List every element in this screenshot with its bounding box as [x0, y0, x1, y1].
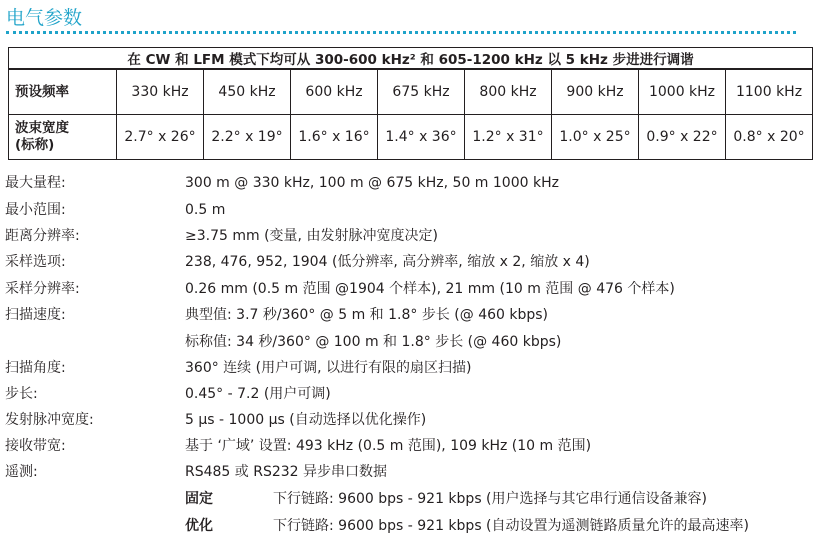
table-cell: 800 kHz	[465, 69, 552, 115]
spec-value: 300 m @ 330 kHz, 100 m @ 675 kHz, 50 m 1000 kHz	[185, 175, 559, 191]
spec-value: 238, 476, 952, 1904 (低分辨率, 高分辨率, 缩放 x 2, 缩放 x 4)	[185, 254, 590, 270]
spec-value: 5 µs - 1000 µs (自动选择以优化操作)	[185, 412, 427, 428]
spec-value: 0.26 mm (0.5 m 范围 @1904 个样本), 21 mm (10 m 范围 @ 476 个样本)	[185, 281, 675, 297]
table-cell: 2.2° x 19°	[204, 115, 291, 160]
spec-value: 0.45° - 7.2 (用户可调)	[185, 386, 331, 402]
table-cell: 0.9° x 22°	[639, 115, 726, 160]
row-label-beamwidth	[9, 115, 117, 160]
spec-label: 最小范围:	[5, 202, 66, 218]
table-cell: 1.0° x 25°	[552, 115, 639, 160]
frequency-table	[8, 47, 813, 160]
spec-value: 基于 ‘广域’ 设置: 493 kHz (0.5 m 范围), 109 kHz (10 m 范围)	[185, 438, 592, 454]
table-cell: 1.6° x 16°	[291, 115, 378, 160]
table-row	[9, 115, 813, 160]
table-cell: 330 kHz	[117, 69, 204, 115]
spec-label: 步长:	[5, 386, 38, 402]
section-title: 电气参数	[6, 7, 83, 29]
spec-value: 0.5 m	[185, 202, 226, 218]
spec-label: 接收带宽:	[5, 438, 66, 454]
row-label-frequency: 预设频率	[9, 69, 117, 115]
table-cell: 600 kHz	[291, 69, 378, 115]
table-header-row	[9, 48, 813, 70]
table-cell: 1.4° x 36°	[378, 115, 465, 160]
spec-value: ≥3.75 mm (变量, 由发射脉冲宽度决定)	[185, 228, 438, 244]
table-cell: 900 kHz	[552, 69, 639, 115]
telemetry-mode-label: 固定	[185, 491, 213, 507]
spec-value: 标称值: 34 秒/360° @ 100 m 和 1.8° 步长 (@ 460 kbps)	[185, 334, 562, 350]
table-cell: 0.8° x 20°	[726, 115, 813, 160]
table-cell: 450 kHz	[204, 69, 291, 115]
table-cell: 1100 kHz	[726, 69, 813, 115]
telemetry-mode-value: 下行链路: 9600 bps - 921 kbps (用户选择与其它串行通信设备兼容)	[273, 491, 707, 507]
spec-value: RS485 或 RS232 异步串口数据	[185, 464, 388, 480]
spec-value: 典型值: 3.7 秒/360° @ 5 m 和 1.8° 步长 (@ 460 kbps)	[185, 307, 549, 323]
spec-label: 采样分辨率:	[5, 281, 80, 297]
telemetry-mode-value: 下行链路: 9600 bps - 921 kbps (自动设置为遥测链路质量允许的最高速率)	[273, 518, 749, 534]
row-label-beamwidth-text: 波束宽度 (标称)	[15, 120, 69, 153]
spec-value: 360° 连续 (用户可调, 以进行有限的扇区扫描)	[185, 360, 472, 376]
table-cell: 2.7° x 26°	[117, 115, 204, 160]
table-row	[9, 69, 813, 115]
dotted-divider	[6, 31, 796, 34]
spec-label: 扫描角度:	[5, 360, 66, 376]
spec-label: 扫描速度:	[5, 307, 66, 323]
spec-label: 遥测:	[5, 464, 38, 480]
telemetry-mode-label: 优化	[185, 518, 213, 534]
table-cell: 1000 kHz	[639, 69, 726, 115]
spec-label: 采样选项:	[5, 254, 66, 270]
table-cell: 1.2° x 31°	[465, 115, 552, 160]
spec-label: 发射脉冲宽度:	[5, 412, 94, 428]
table-header: 在 CW 和 LFM 模式下均可从 300-600 kHz² 和 605-1200 kHz 以 5 kHz 步进进行调谐	[9, 48, 813, 70]
table-cell: 675 kHz	[378, 69, 465, 115]
spec-label: 最大量程:	[5, 175, 66, 191]
spec-label: 距离分辨率:	[5, 228, 80, 244]
